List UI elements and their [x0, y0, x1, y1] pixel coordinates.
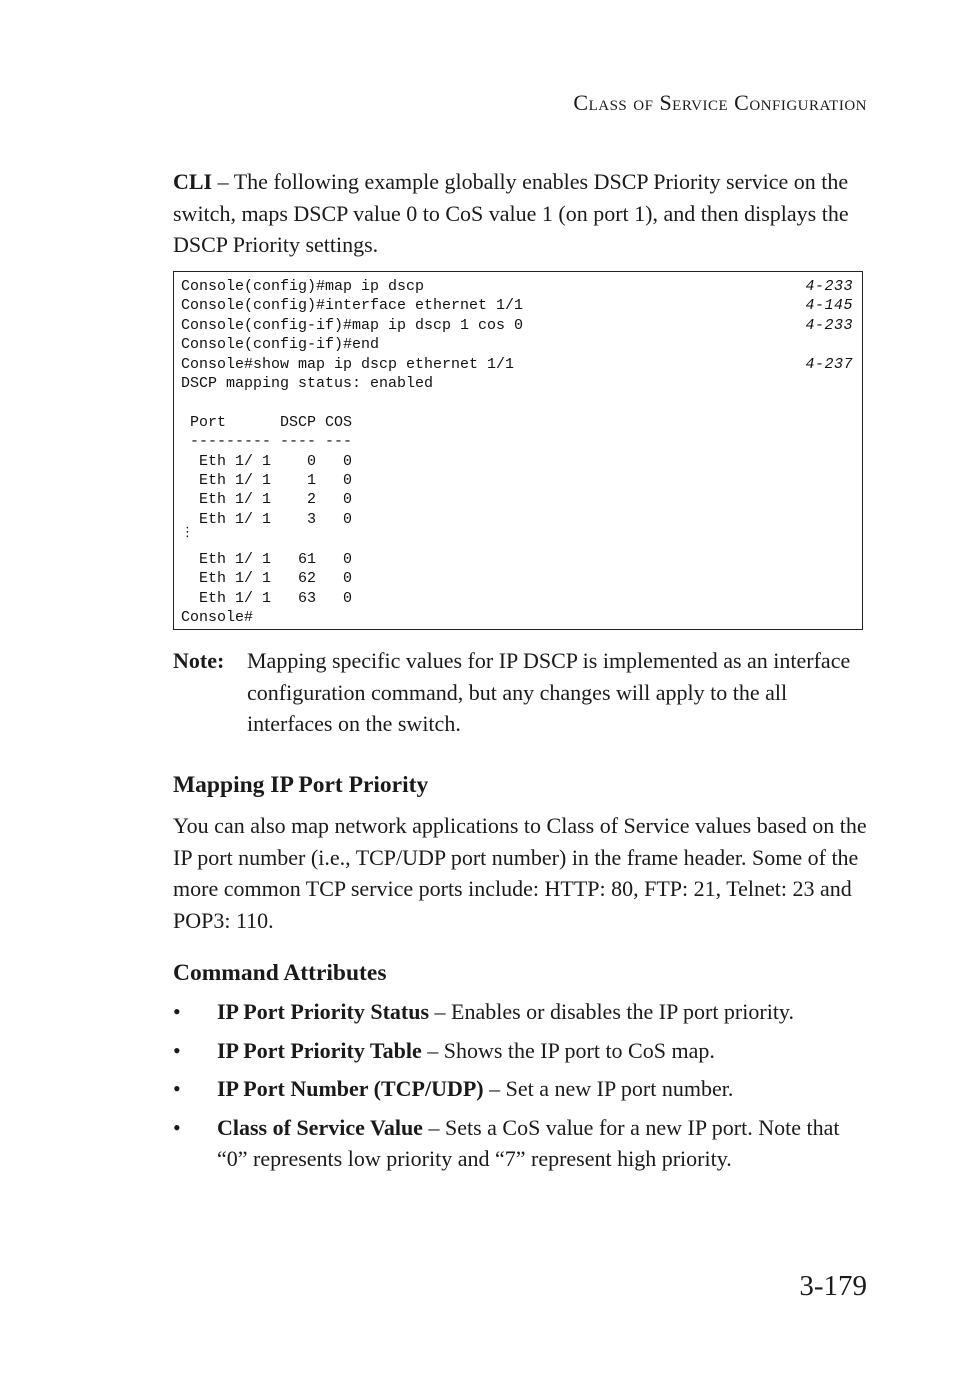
list-item: [173, 996, 873, 1028]
note-block: [173, 645, 873, 740]
code-line: DSCP mapping status: enabled: [181, 374, 434, 392]
code-table-row: Eth 1/ 1 3 0: [181, 510, 353, 528]
code-line: Console(config)#map ip dscp 4-233: [181, 278, 853, 295]
page-reference: 4-233: [805, 316, 853, 334]
list-item: [173, 1112, 873, 1175]
page-reference: 4-233: [805, 278, 853, 295]
intro-label: CLI: [173, 169, 213, 194]
code-table-row: Eth 1/ 1 0 0: [181, 452, 353, 470]
attribute-description: – Sets a CoS value for a new IP port. Note that “0” represents low priority and “7” represent high priority.: [217, 1114, 840, 1171]
mapping-paragraph: You can also map network applications to Class of Service values based on the IP port number (i.e., TCP/UDP port number) in the frame header. Some of the more common TCP service ports include: HTTP: 80, FTP: 21, Telnet: 23 and POP3: 110.: [173, 813, 867, 933]
attribute-description: – Shows the IP port to CoS map.: [421, 1037, 715, 1063]
attribute-description: – Set a new IP port number.: [483, 1076, 734, 1101]
attribute-list: [173, 996, 873, 1182]
code-table-row: Eth 1/ 1 1 0: [181, 471, 353, 489]
bullet-icon: •: [173, 1037, 181, 1063]
code-line: Console(config-if)#end: [181, 336, 380, 354]
bullet-icon: •: [173, 1076, 181, 1101]
list-item: [173, 1035, 873, 1067]
code-table-row: Eth 1/ 1 62 0: [181, 570, 353, 588]
bullet-icon: •: [173, 1114, 181, 1140]
attribute-description: – Enables or disables the IP port priority.: [429, 999, 794, 1024]
page-reference: 4-237: [805, 355, 853, 373]
intro-text: – The following example globally enables DSCP Priority service on the switch, maps DSCP value 0 to CoS value 1 (on port 1), and then displays the DSCP Priority settings.: [173, 169, 849, 257]
code-table-rule: --------- ---- ---: [181, 433, 353, 451]
cli-example-box: [173, 271, 863, 630]
attribute-term: IP Port Priority Table: [217, 1037, 422, 1063]
note-text: Mapping specific values for IP DSCP is implemented as an interface configuration command, but any changes will apply to the all interfaces on the switch.: [247, 648, 851, 736]
page-reference: 4-145: [805, 297, 853, 315]
code-table-header: Port DSCP COS: [181, 413, 353, 431]
code-prompt: Console#: [181, 609, 254, 627]
code-line: Console#show map ip dscp ethernet 1/1 4-237: [181, 355, 853, 373]
code-line: Console(config)#interface ethernet 1/1 4-145: [181, 297, 853, 315]
vertical-ellipsis: ⋮: [181, 525, 194, 541]
page-number: 3-179: [799, 1270, 867, 1302]
code-blank-line: [181, 393, 853, 412]
code-table-row: Eth 1/ 1 63 0: [181, 589, 353, 607]
code-table-row: Eth 1/ 1 61 0: [181, 551, 353, 569]
section-heading-mapping-ip-port-priority: Mapping IP Port Priority: [173, 772, 429, 798]
code-table-row: Eth 1/ 1 2 0: [181, 491, 353, 509]
list-item: [173, 1073, 873, 1105]
note-label: Note:: [173, 648, 225, 673]
attribute-term: IP Port Number (TCP/UDP): [217, 1076, 484, 1101]
intro-paragraph: [173, 166, 873, 261]
bullet-icon: •: [173, 999, 181, 1024]
attribute-term: Class of Service Value: [217, 1114, 423, 1140]
running-header: Class of Service Configuration: [573, 90, 867, 115]
code-line: Console(config-if)#map ip dscp 1 cos 0 4-233: [181, 316, 853, 334]
section-heading-command-attributes: Command Attributes: [173, 960, 387, 986]
attribute-term: IP Port Priority Status: [217, 999, 430, 1024]
